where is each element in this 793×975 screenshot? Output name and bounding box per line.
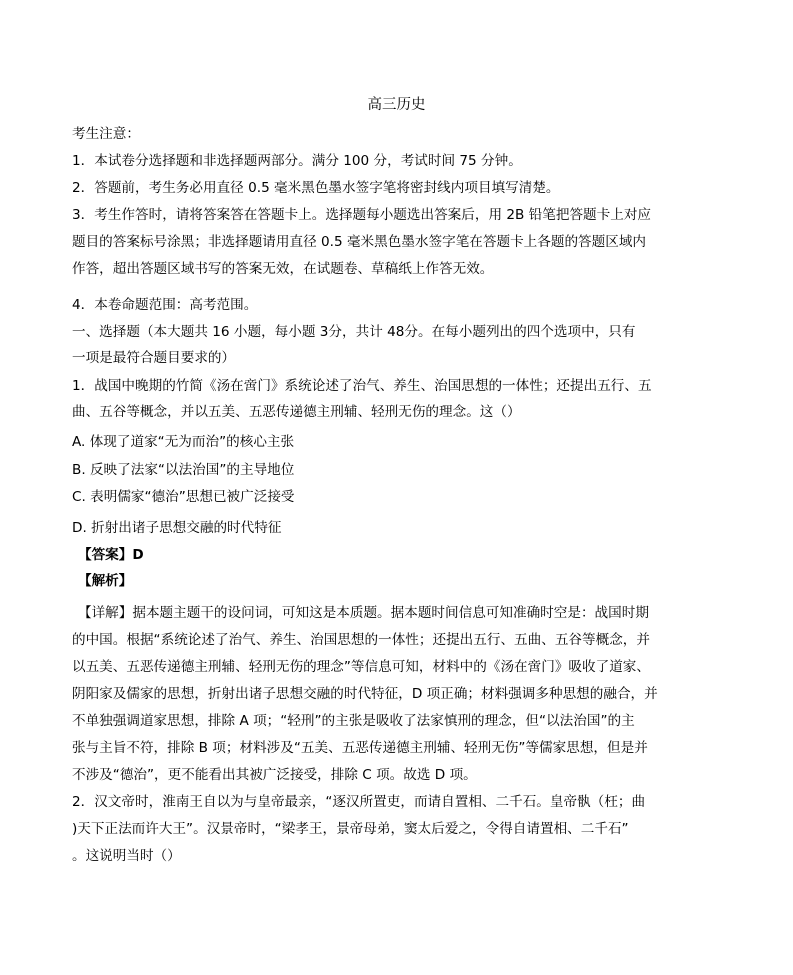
notice-line: 3．考生作答时，请将答案答在答题卡上。选择题每小题选出答案后，用 2B 铅笔把答题卡上对应 (72, 207, 652, 223)
notice-heading: 考生注意： (72, 126, 140, 142)
notice-line: 2．答题前，考生务必用直径 0.5 毫米黑色墨水签字笔将密封线内项目填写清楚。 (72, 180, 560, 196)
question-2-stem: 2．汉文帝时，淮南王自以为与皇帝最亲，“逐汉所置吏，而请自置相、二千石。皇帝骫（枉；曲 (72, 794, 646, 810)
detail-line: 的中国。根据“系统论述了治气、养生、治国思想的一体性；还提出五行、五曲、五谷等概念，并 (72, 632, 650, 648)
question-2-stem: 。这说明当时（） (72, 848, 181, 864)
detail-line: 阴阳家及儒家的思想，折射出诸子思想交融的时代特征，D 项正确；材料强调多种思想的融合，并 (72, 686, 658, 702)
notice-line: 1．本试卷分选择题和非选择题两部分。满分 100 分，考试时间 75 分钟。 (72, 153, 522, 169)
option-d: D. 折射出诸子思想交融的时代特征 (72, 520, 282, 536)
detail-line: 不单独强调道家思想，排除 A 项；“轻刑”的主张是吸收了法家慎刑的理念，但“以法治国”的主 (72, 713, 635, 729)
notice-line: 作答，超出答题区域书写的答案无效，在试题卷、草稿纸上作答无效。 (72, 261, 494, 277)
option-c: C. 表明儒家“德治”思想已被广泛接受 (72, 489, 295, 505)
notice-line: 题目的答案标号涂黑；非选择题请用直径 0.5 毫米黑色墨水签字笔在答题卡上各题的答题区域内 (72, 234, 647, 250)
option-b: B. 反映了法家“以法治国”的主导地位 (72, 462, 295, 478)
question-1-stem: 曲、五谷等概念，并以五美、五恶传递德主刑辅、轻刑无伤的理念。这（） (72, 404, 521, 420)
answer-label: 【答案】D (78, 547, 144, 563)
detail-line: 不涉及“德治”，更不能看出其被广泛接受，排除 C 项。故选 D 项。 (72, 767, 477, 783)
question-2-stem: )天下正法而许大王”。汉景帝时，“梁孝王，景帝母弟，窦太后爱之，令得自请置相、二千石” (72, 821, 629, 837)
option-a: A. 体现了道家“无为而治”的核心主张 (72, 434, 295, 450)
section-heading: 一、选择题（本大题共 16 小题，每小题 3分，共计 48分。在每小题列出的四个选项中，只有 (72, 324, 636, 340)
question-1-stem: 1．战国中晚期的竹简《汤在啻门》系统论述了治气、养生、治国思想的一体性；还提出五行、五 (72, 378, 652, 394)
analysis-label: 【解析】 (78, 573, 133, 589)
detail-line: 以五美、五恶传递德主刑辅、轻刑无伤的理念”等信息可知，材料中的《汤在啻门》吸收了道家、 (72, 659, 650, 675)
notice-line: 4．本卷命题范围：高考范围。 (72, 297, 258, 313)
detail-line: 【详解】据本题主题干的设问词，可知这是本质题。据本题时间信息可知准确时空是：战国时期 (78, 605, 649, 621)
page-title: 高三历史 (367, 97, 426, 113)
section-heading: 一项是最符合题目要求的） (72, 350, 236, 366)
detail-line: 张与主旨不符，排除 B 项；材料涉及“五美、五恶传递德主刑辅、轻刑无伤”等儒家思想，但是并 (72, 740, 648, 756)
